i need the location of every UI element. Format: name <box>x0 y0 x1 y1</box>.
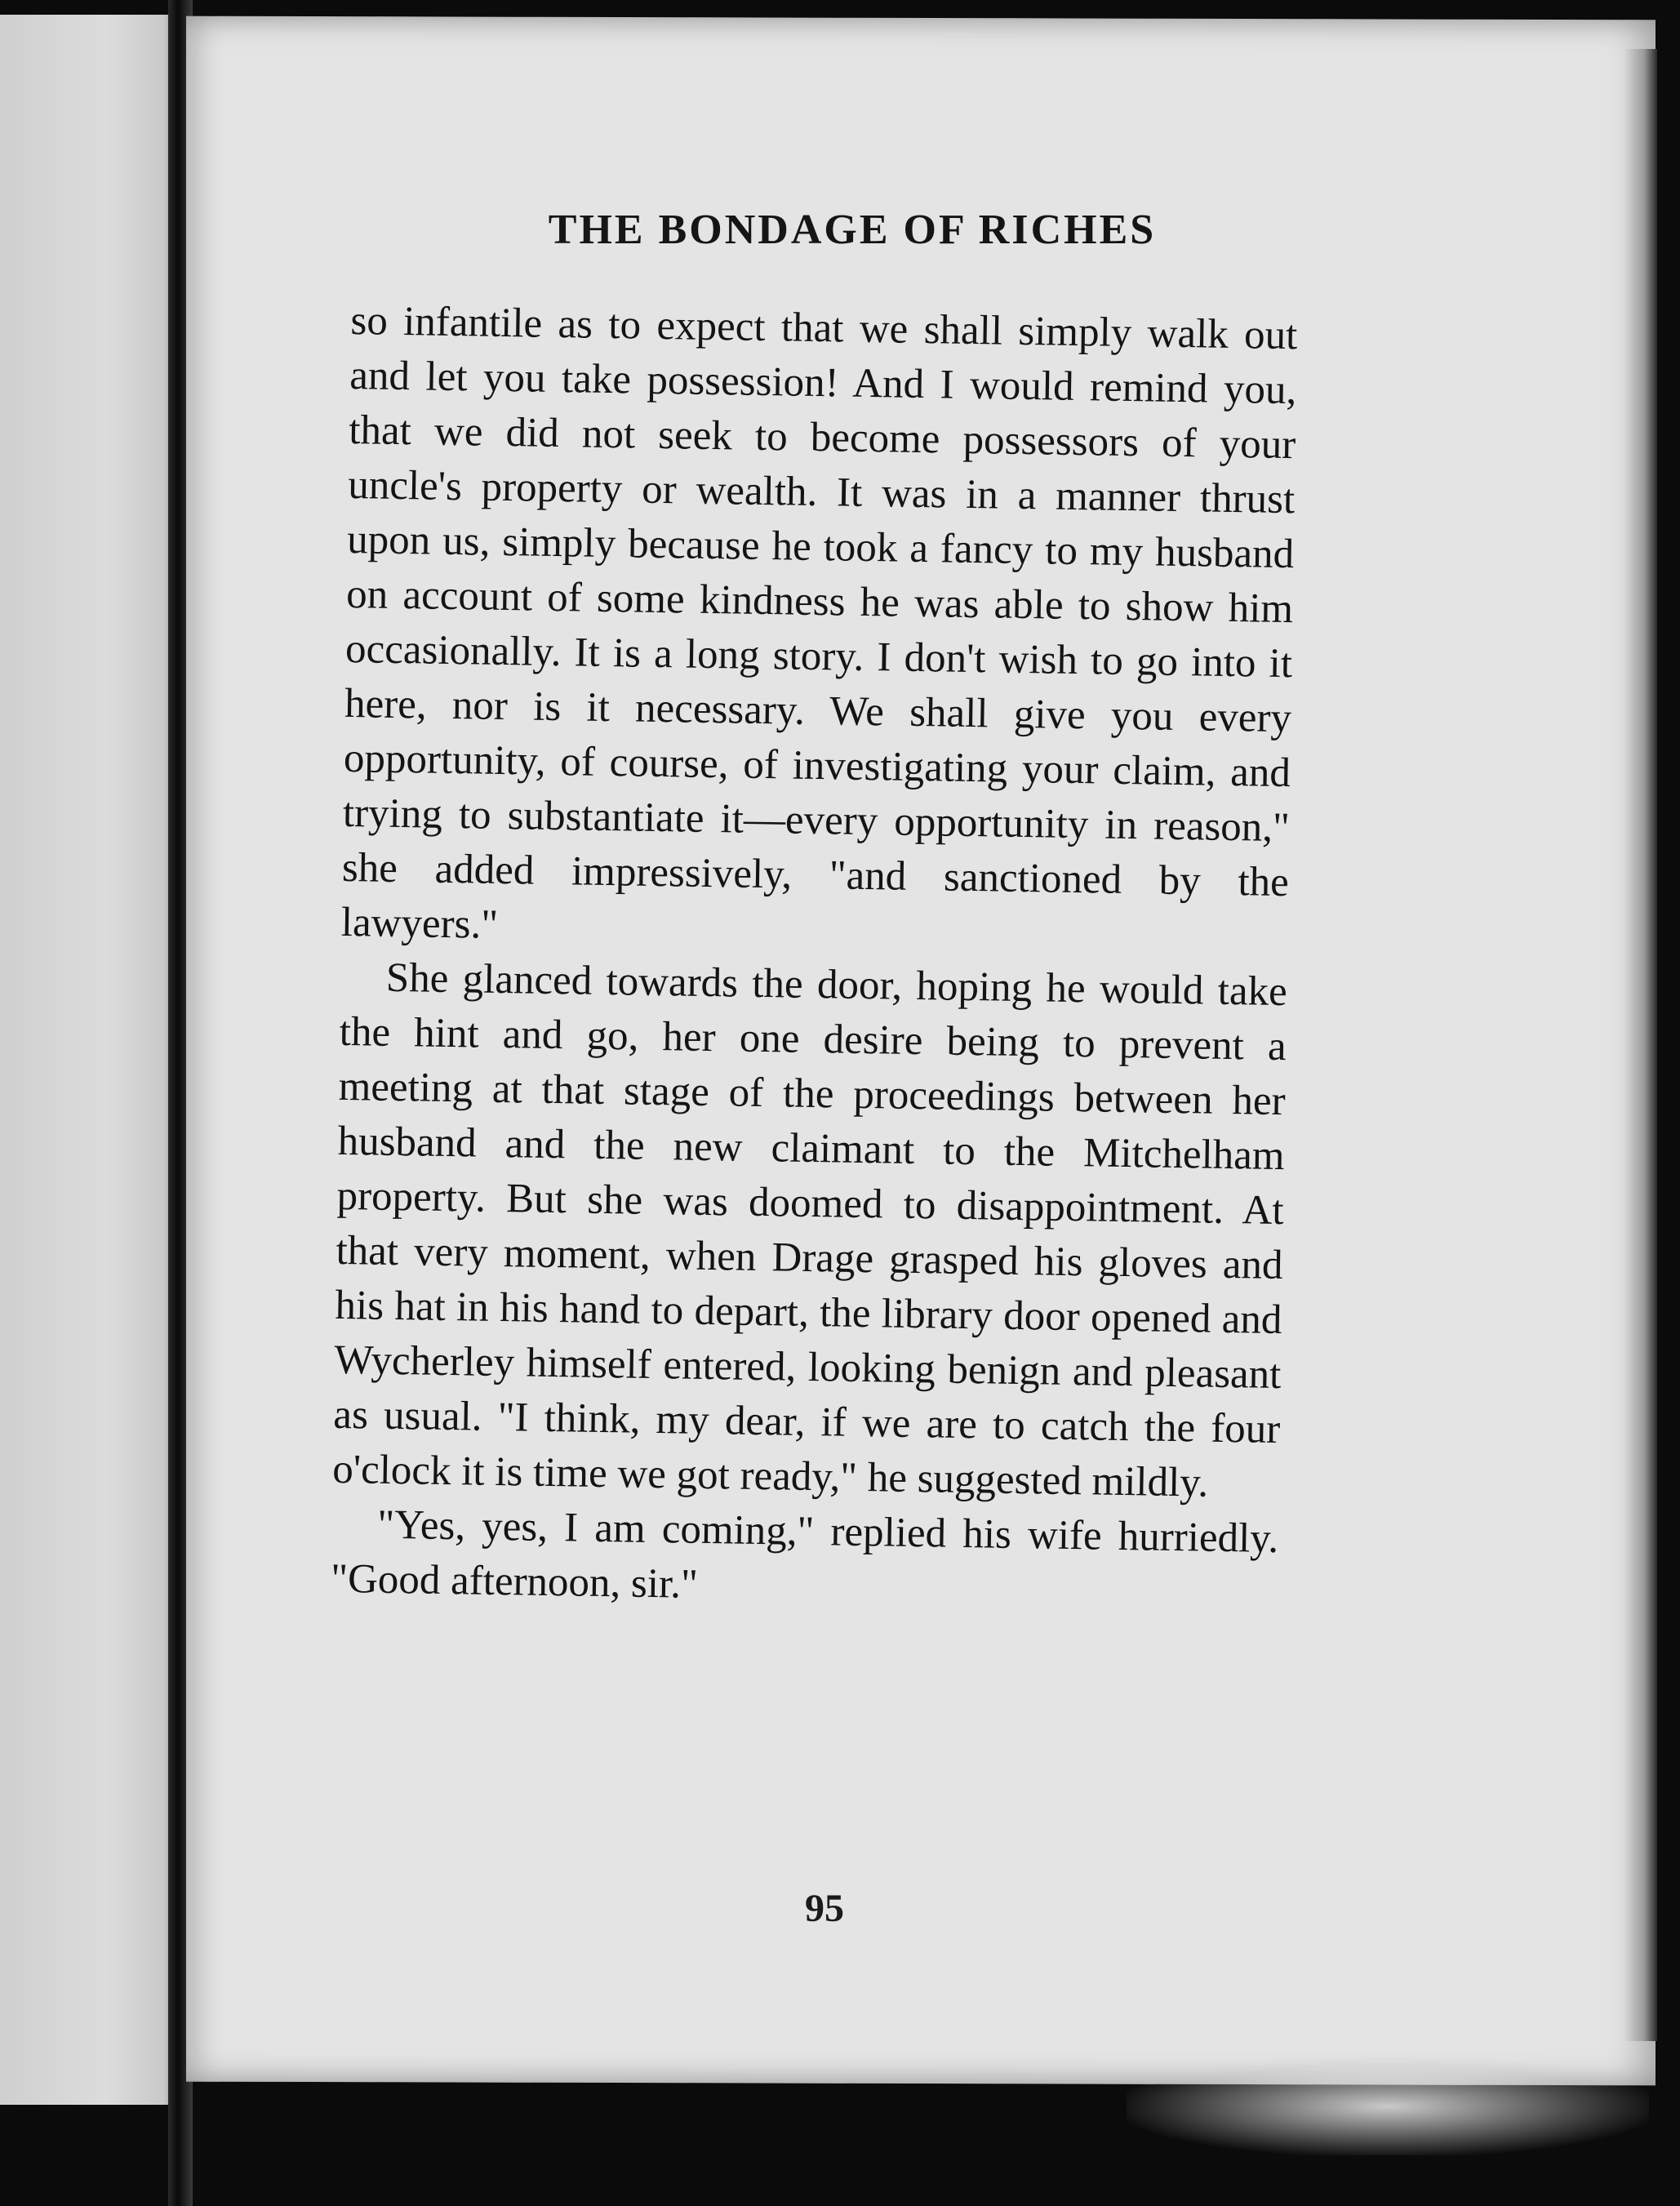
facing-page <box>0 15 178 2105</box>
scan-blur-artifact <box>1127 2057 1649 2155</box>
page-number: 95 <box>805 1887 844 1930</box>
page-edge <box>1624 49 1657 2041</box>
body-text <box>331 294 1298 1621</box>
paragraph: "Yes, yes, I am coming," replied his wife hurriedly. "Good afternoon, sir." <box>330 1501 1279 1608</box>
running-head: THE BONDAGE OF RICHES <box>548 207 1157 253</box>
paragraph: so infantile as to expect that we shall simply walk out and let you take possession! And I would remind you, that we did not seek to become possessors of your uncle's property or wealth. It was in a manner thrust upon us, simply because he took a fancy to my husband on account of some kindness he was able to show him occasionally. It is a long story. I don't wish to go into it here, nor is it necessary. We shall give you every opportunity, of course, of investigating your claim, and trying to substantiate it—every opportunity in reason," she added impressively, "and sanctioned by the lawyers." <box>340 297 1298 948</box>
paragraph: She glanced towards the door, hoping he would take the hint and go, her one desire being to prevent a meeting at that stage of the proceedings between her husband and the new claimant to the Mitchelham property. But she was doomed to disappointment. At that very moment, when Drage grasped his gloves and his hat in his hand to depart, the library door opened and Wycherley himself entered, looking benign and pleasant as usual. "I think, my dear, if we are to catch the four o'clock it is time we got ready," he suggested mildly. <box>331 954 1288 1506</box>
